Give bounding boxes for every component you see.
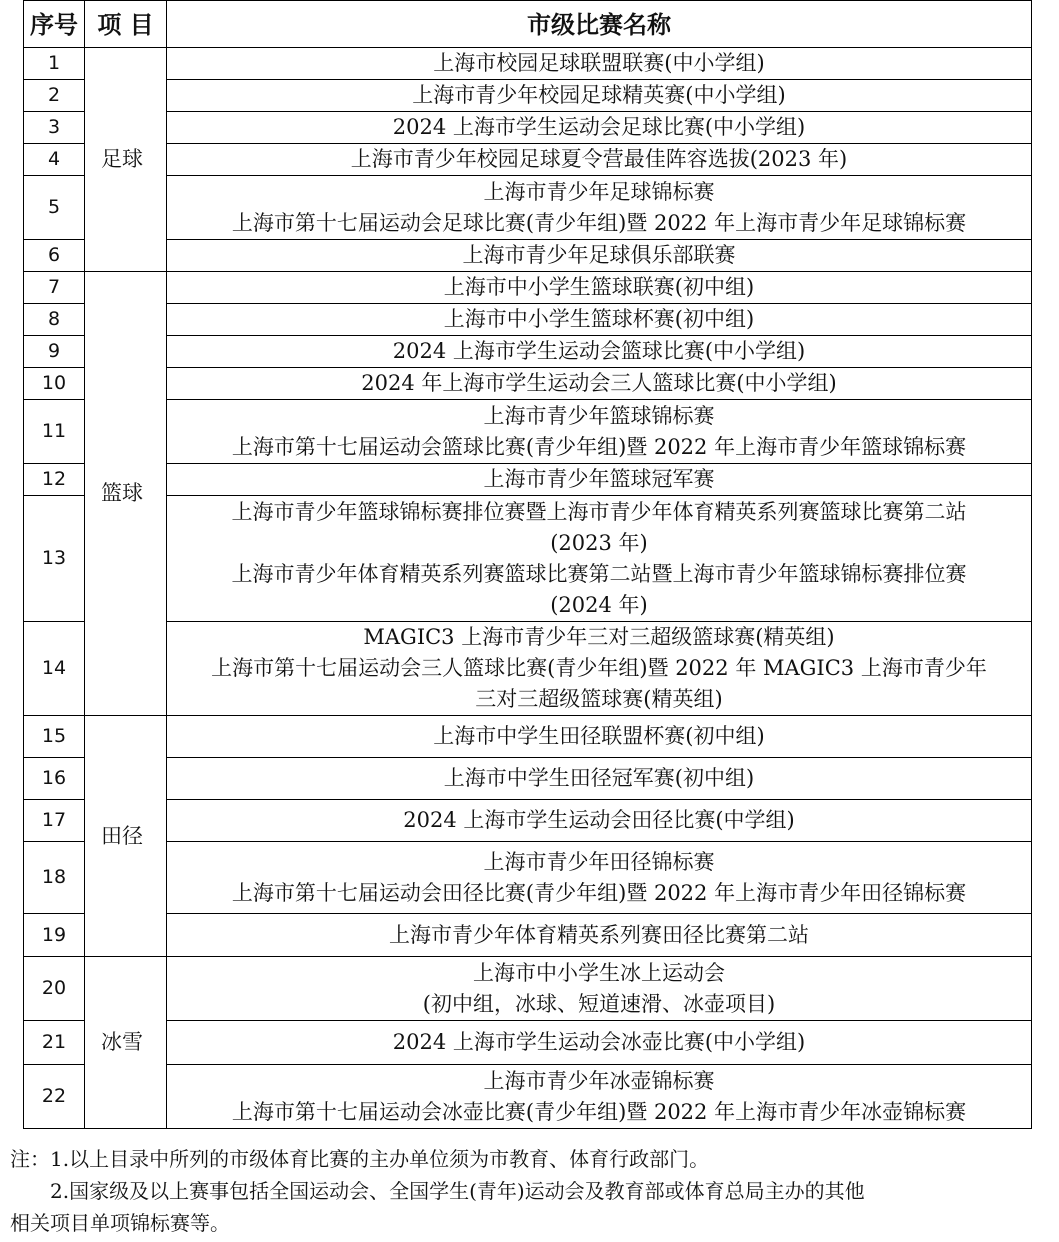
seq-cell: 8: [24, 304, 85, 336]
competition-name-line: 上海市青少年体育精英系列赛篮球比赛第二站暨上海市青少年篮球锦标赛排位赛: [231, 561, 967, 586]
project-cell: 田径: [85, 716, 167, 957]
competition-name-cell: [167, 112, 1032, 144]
table-row: [24, 144, 1032, 176]
competition-name-line: (初中组，冰球、短道速滑、冰壶项目): [422, 991, 776, 1016]
seq-cell: 2: [24, 80, 85, 112]
competition-name-cell: [167, 496, 1032, 622]
table-row: [24, 842, 1032, 914]
seq-cell: 16: [24, 758, 85, 800]
competition-name-line: 上海市青少年篮球冠军赛: [483, 467, 715, 491]
competition-name-line: 2024 年上海市学生运动会三人篮球比赛(中小学组): [361, 371, 837, 395]
seq-cell: 3: [24, 112, 85, 144]
competition-name-cell: [167, 1021, 1032, 1065]
seq-cell: 18: [24, 842, 85, 914]
seq-cell: 5: [24, 176, 85, 240]
competition-name-line: 三对三超级篮球赛(精英组): [475, 687, 723, 711]
table-row: [24, 336, 1032, 368]
competition-name-cell: [167, 400, 1032, 464]
competition-name-cell: [167, 716, 1032, 758]
competition-name-cell: [167, 758, 1032, 800]
seq-cell: 7: [24, 272, 85, 304]
table-row: [24, 496, 1032, 622]
table-header-row: [24, 1, 1032, 48]
seq-cell: 11: [24, 400, 85, 464]
project-cell: 篮球: [85, 272, 167, 716]
competition-name-line: 2024 上海市学生运动会田径比赛(中学组): [403, 808, 795, 832]
header-competition-name: 市级比赛名称: [167, 1, 1032, 48]
competition-table-container: [23, 0, 1031, 1129]
competition-name-line: 上海市青少年田径锦标赛: [483, 849, 715, 874]
table-body: [24, 48, 1032, 1129]
competition-name-line: 上海市第十七届运动会足球比赛(青少年组)暨 2022 年上海市青少年足球锦标赛: [231, 210, 967, 235]
competition-name-line: MAGIC3 上海市青少年三对三超级篮球赛(精英组): [363, 625, 835, 649]
competition-name-line: 上海市青少年校园足球夏令营最佳阵容选拔(2023 年): [350, 147, 848, 171]
competition-name-line: 上海市青少年冰壶锦标赛: [483, 1068, 715, 1093]
competition-name-line: 上海市青少年校园足球精英赛(中小学组): [412, 83, 786, 107]
table-row: [24, 622, 1032, 716]
competition-name-line: 上海市中学生田径冠军赛(初中组): [443, 766, 755, 790]
competition-name-cell: [167, 842, 1032, 914]
table-row: [24, 400, 1032, 464]
table-row: [24, 272, 1032, 304]
competition-name-line: 上海市青少年足球俱乐部联赛: [462, 243, 736, 267]
table-row: [24, 304, 1032, 336]
competition-table: [23, 0, 1032, 1129]
competition-name-cell: [167, 800, 1032, 842]
competition-name-line: 上海市第十七届运动会篮球比赛(青少年组)暨 2022 年上海市青少年篮球锦标赛: [231, 434, 967, 459]
competition-name-line: 上海市校园足球联盟联赛(中小学组): [433, 51, 765, 75]
table-row: [24, 368, 1032, 400]
competition-name-line: 上海市青少年篮球锦标赛排位赛暨上海市青少年体育精英系列赛篮球比赛第二站: [231, 499, 967, 524]
table-row: [24, 1021, 1032, 1065]
note-line-1: 注：1.以上目录中所列的市级体育比赛的主办单位须为市教育、体育行政部门。: [10, 1147, 710, 1171]
table-row: [24, 112, 1032, 144]
competition-name-line: 2024 上海市学生运动会篮球比赛(中小学组): [392, 339, 806, 363]
competition-name-line: 2024 上海市学生运动会冰壶比赛(中小学组): [392, 1030, 806, 1054]
seq-cell: 15: [24, 716, 85, 758]
competition-name-line: 上海市中小学生篮球联赛(初中组): [443, 275, 755, 299]
seq-cell: 4: [24, 144, 85, 176]
competition-name-cell: [167, 304, 1032, 336]
competition-name-cell: [167, 336, 1032, 368]
header-project: 项 目: [85, 1, 167, 48]
table-row: [24, 176, 1032, 240]
seq-cell: 13: [24, 496, 85, 622]
table-row: [24, 464, 1032, 496]
competition-name-line: 上海市青少年篮球锦标赛: [483, 403, 715, 428]
competition-name-cell: [167, 1065, 1032, 1129]
table-row: [24, 914, 1032, 957]
competition-name-line: 上海市第十七届运动会田径比赛(青少年组)暨 2022 年上海市青少年田径锦标赛: [231, 880, 967, 905]
seq-cell: 14: [24, 622, 85, 716]
competition-name-cell: [167, 240, 1032, 272]
competition-name-line: 上海市青少年体育精英系列赛田径比赛第二站: [389, 922, 809, 947]
competition-name-cell: [167, 957, 1032, 1021]
table-row: [24, 758, 1032, 800]
seq-cell: 20: [24, 957, 85, 1021]
project-cell: 冰雪: [85, 957, 167, 1129]
competition-name-line: 2024 上海市学生运动会足球比赛(中小学组): [392, 115, 806, 139]
competition-name-line: (2023 年): [550, 530, 648, 555]
seq-cell: 17: [24, 800, 85, 842]
table-row: [24, 48, 1032, 80]
competition-name-line: 上海市中小学生冰上运动会: [473, 960, 725, 985]
notes: [10, 1143, 1040, 1239]
table-row: [24, 716, 1032, 758]
competition-name-cell: [167, 80, 1032, 112]
table-row: [24, 240, 1032, 272]
seq-cell: 12: [24, 464, 85, 496]
seq-cell: 19: [24, 914, 85, 957]
seq-cell: 21: [24, 1021, 85, 1065]
header-seq: 序号: [24, 1, 85, 48]
competition-name-cell: [167, 368, 1032, 400]
competition-name-line: 上海市第十七届运动会三人篮球比赛(青少年组)暨 2022 年 MAGIC3 上海市青少年: [211, 656, 987, 680]
table-row: [24, 957, 1032, 1021]
table-row: [24, 800, 1032, 842]
table-row: [24, 80, 1032, 112]
seq-cell: 1: [24, 48, 85, 80]
competition-name-line: 上海市中小学生篮球杯赛(初中组): [443, 307, 755, 331]
competition-name-cell: [167, 914, 1032, 957]
competition-name-line: 上海市青少年足球锦标赛: [483, 179, 715, 204]
competition-name-cell: [167, 272, 1032, 304]
competition-name-cell: [167, 464, 1032, 496]
seq-cell: 6: [24, 240, 85, 272]
seq-cell: 10: [24, 368, 85, 400]
table-row: [24, 1065, 1032, 1129]
note-line-3: 相关项目单项锦标赛等。: [10, 1211, 230, 1235]
competition-name-cell: [167, 48, 1032, 80]
competition-name-cell: [167, 144, 1032, 176]
competition-name-cell: [167, 176, 1032, 240]
seq-cell: 9: [24, 336, 85, 368]
competition-name-line: 上海市中学生田径联盟杯赛(初中组): [433, 724, 765, 748]
competition-name-line: (2024 年): [550, 592, 648, 617]
seq-cell: 22: [24, 1065, 85, 1129]
competition-name-cell: [167, 622, 1032, 716]
note-line-2: 2.国家级及以上赛事包括全国运动会、全国学生(青年)运动会及教育部或体育总局主办的其他: [50, 1179, 865, 1203]
project-cell: 足球: [85, 48, 167, 272]
competition-name-line: 上海市第十七届运动会冰壶比赛(青少年组)暨 2022 年上海市青少年冰壶锦标赛: [231, 1099, 967, 1124]
